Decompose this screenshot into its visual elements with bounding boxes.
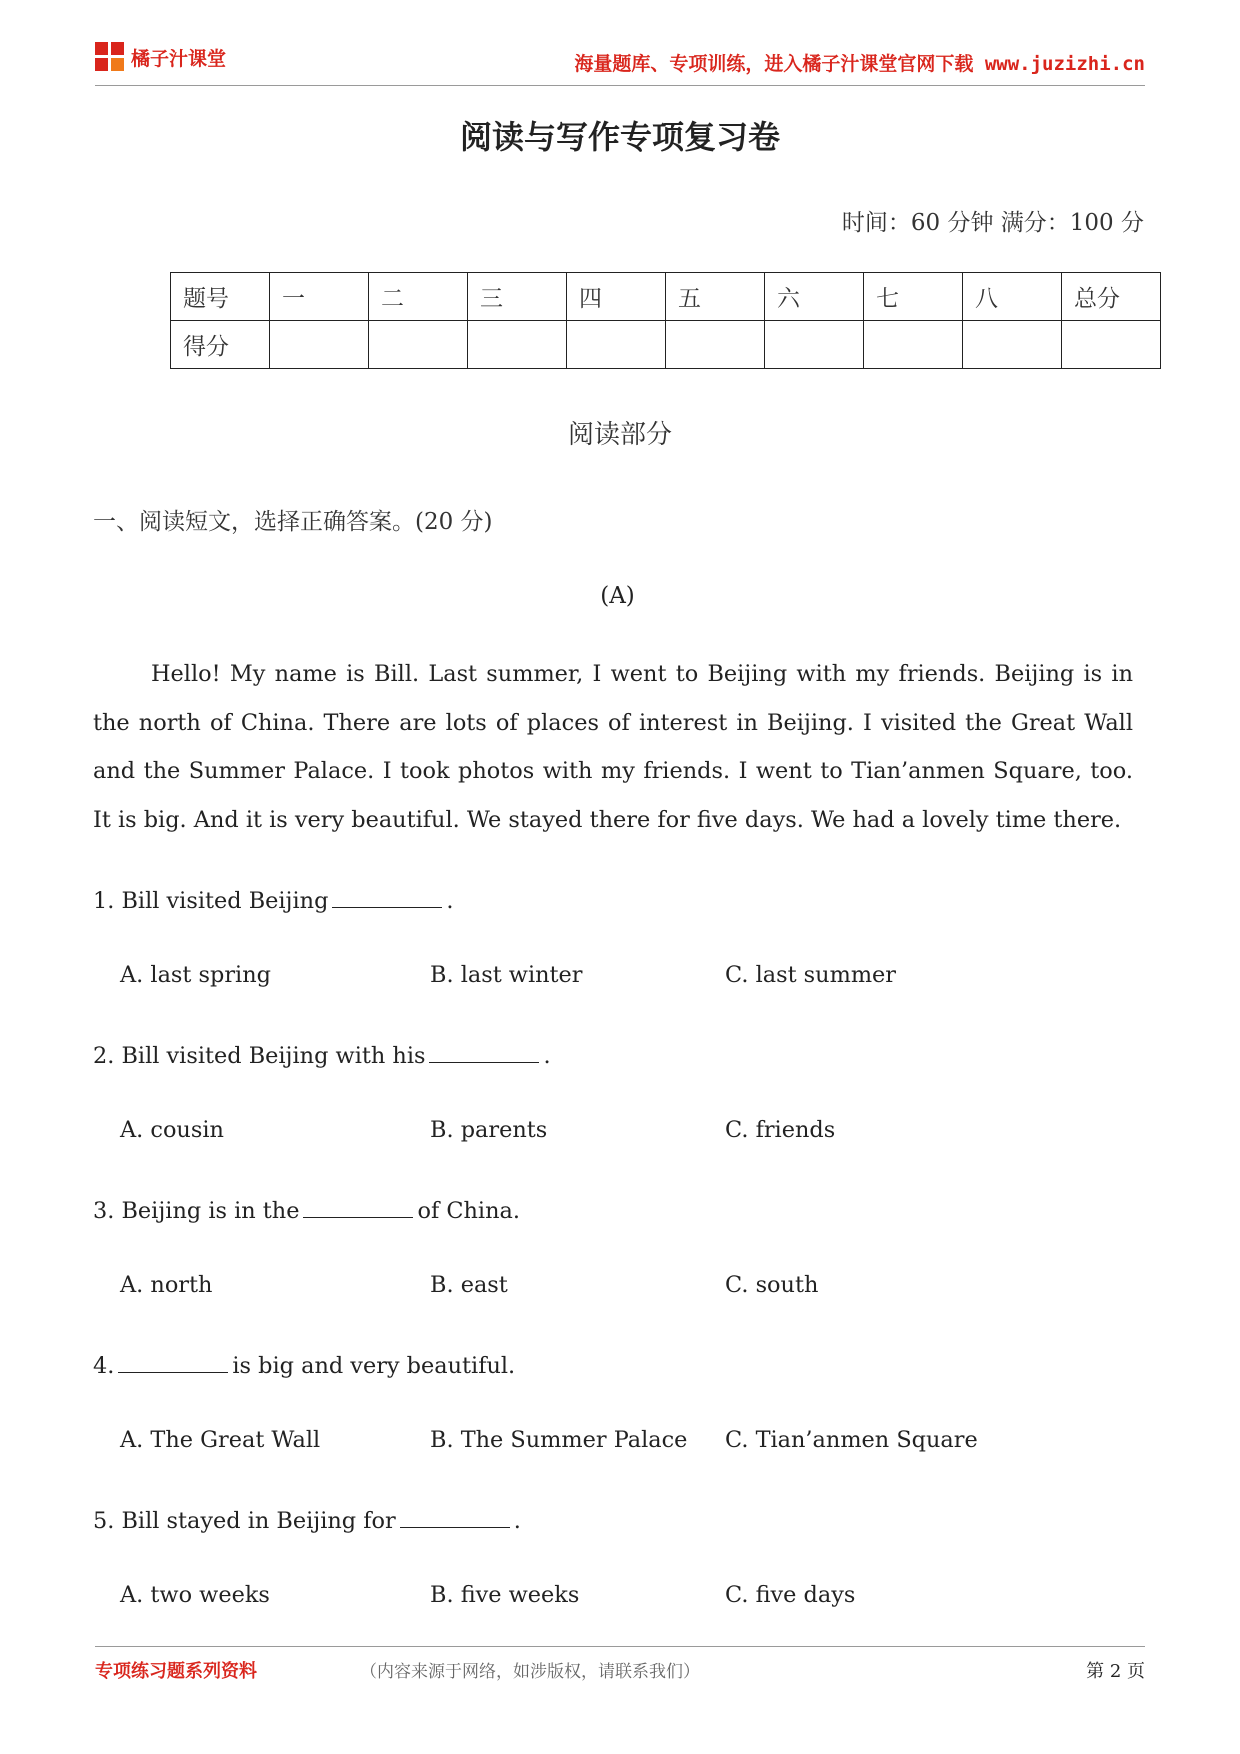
table-cell: 总分: [1062, 273, 1161, 321]
header-slogan: 海量题库、专项训练，进入橘子汁课堂官网下载 www.juzizhi.cn: [574, 53, 1145, 75]
option-b[interactable]: B. five weeks: [430, 1582, 580, 1608]
table-cell: 五: [666, 273, 765, 321]
option-c[interactable]: C. Tian’anmen Square: [725, 1427, 978, 1453]
answer-blank[interactable]: [429, 1040, 539, 1063]
question-4: [93, 1350, 515, 1379]
header-divider: [95, 85, 1145, 86]
question-text-end: .: [446, 888, 454, 914]
table-cell: 二: [369, 273, 468, 321]
answer-blank[interactable]: [118, 1350, 228, 1373]
option-c[interactable]: C. five days: [725, 1582, 856, 1608]
section-heading: 阅读部分: [567, 420, 672, 450]
logo: [95, 42, 226, 72]
logo-squares-icon: [95, 42, 125, 72]
question-text-end: .: [513, 1508, 521, 1534]
option-a[interactable]: A. cousin: [120, 1117, 224, 1143]
answer-blank[interactable]: [303, 1195, 413, 1218]
footer-divider: [95, 1646, 1145, 1647]
footer-copyright-note: （内容来源于网络，如涉版权，请联系我们）: [360, 1662, 700, 1682]
answer-blank[interactable]: [400, 1505, 510, 1528]
footer-series-label: 专项练习题系列资料: [95, 1661, 257, 1682]
score-cell[interactable]: [1062, 321, 1161, 369]
table-cell: 题号: [171, 273, 270, 321]
table-cell: 七: [864, 273, 963, 321]
table-cell: 八: [963, 273, 1062, 321]
option-b[interactable]: B. last winter: [430, 962, 583, 988]
option-a[interactable]: A. north: [120, 1272, 213, 1298]
question-3: [93, 1195, 520, 1224]
option-b[interactable]: B. parents: [430, 1117, 548, 1143]
question-text: 1. Bill visited Beijing: [93, 888, 329, 914]
question-text-end: of China.: [417, 1198, 520, 1224]
score-cell[interactable]: [864, 321, 963, 369]
table-cell: 六: [765, 273, 864, 321]
passage-text: Hello! My name is Bill. Last summer, I went to Beijing with my friends. Beijing is in the north of China. There are lots of places of interest in Beijing. I visited the Great Wall and the Summer Palace. I took photos with my friends. I went to Tian’anmen Square, too. It is big. And it is very beautiful. We stayed there for five days. We had a lovely time there.: [93, 661, 1133, 833]
question-5: [93, 1505, 521, 1534]
option-c[interactable]: C. friends: [725, 1117, 836, 1143]
passage-label: (A): [600, 583, 635, 609]
option-a[interactable]: A. last spring: [120, 962, 271, 988]
score-table-header-row: [171, 273, 1161, 321]
score-cell[interactable]: [270, 321, 369, 369]
question-text: 5. Bill stayed in Beijing for: [93, 1508, 396, 1534]
page-number: 第 2 页: [1086, 1661, 1145, 1682]
table-cell: 四: [567, 273, 666, 321]
score-cell[interactable]: [369, 321, 468, 369]
score-cell[interactable]: [468, 321, 567, 369]
score-cell[interactable]: [765, 321, 864, 369]
table-cell: 三: [468, 273, 567, 321]
question-text: 4.: [93, 1353, 115, 1379]
time-info: 时间：60 分钟 满分：100 分: [841, 210, 1144, 236]
question-text-end: is big and very beautiful.: [232, 1353, 516, 1379]
option-a[interactable]: A. The Great Wall: [120, 1427, 321, 1453]
option-b[interactable]: B. east: [430, 1272, 508, 1298]
option-b[interactable]: B. The Summer Palace: [430, 1427, 688, 1453]
table-cell: 一: [270, 273, 369, 321]
score-table: [170, 272, 1161, 369]
logo-text: 橘子汁课堂: [131, 47, 227, 70]
option-a[interactable]: A. two weeks: [120, 1582, 270, 1608]
option-c[interactable]: C. south: [725, 1272, 819, 1298]
question-text-end: .: [543, 1043, 551, 1069]
score-table-score-row: [171, 321, 1161, 369]
score-cell[interactable]: [666, 321, 765, 369]
question-heading: 一、阅读短文，选择正确答案。(20 分): [93, 509, 493, 535]
question-text: 2. Bill visited Beijing with his: [93, 1043, 426, 1069]
table-cell: 得分: [171, 321, 270, 369]
question-2: [93, 1040, 551, 1069]
option-c[interactable]: C. last summer: [725, 962, 897, 988]
score-cell[interactable]: [567, 321, 666, 369]
page-title: 阅读与写作专项复习卷: [459, 118, 780, 156]
question-1: [93, 885, 454, 914]
score-cell[interactable]: [963, 321, 1062, 369]
question-text: 3. Beijing is in the: [93, 1198, 300, 1224]
answer-blank[interactable]: [332, 885, 442, 908]
